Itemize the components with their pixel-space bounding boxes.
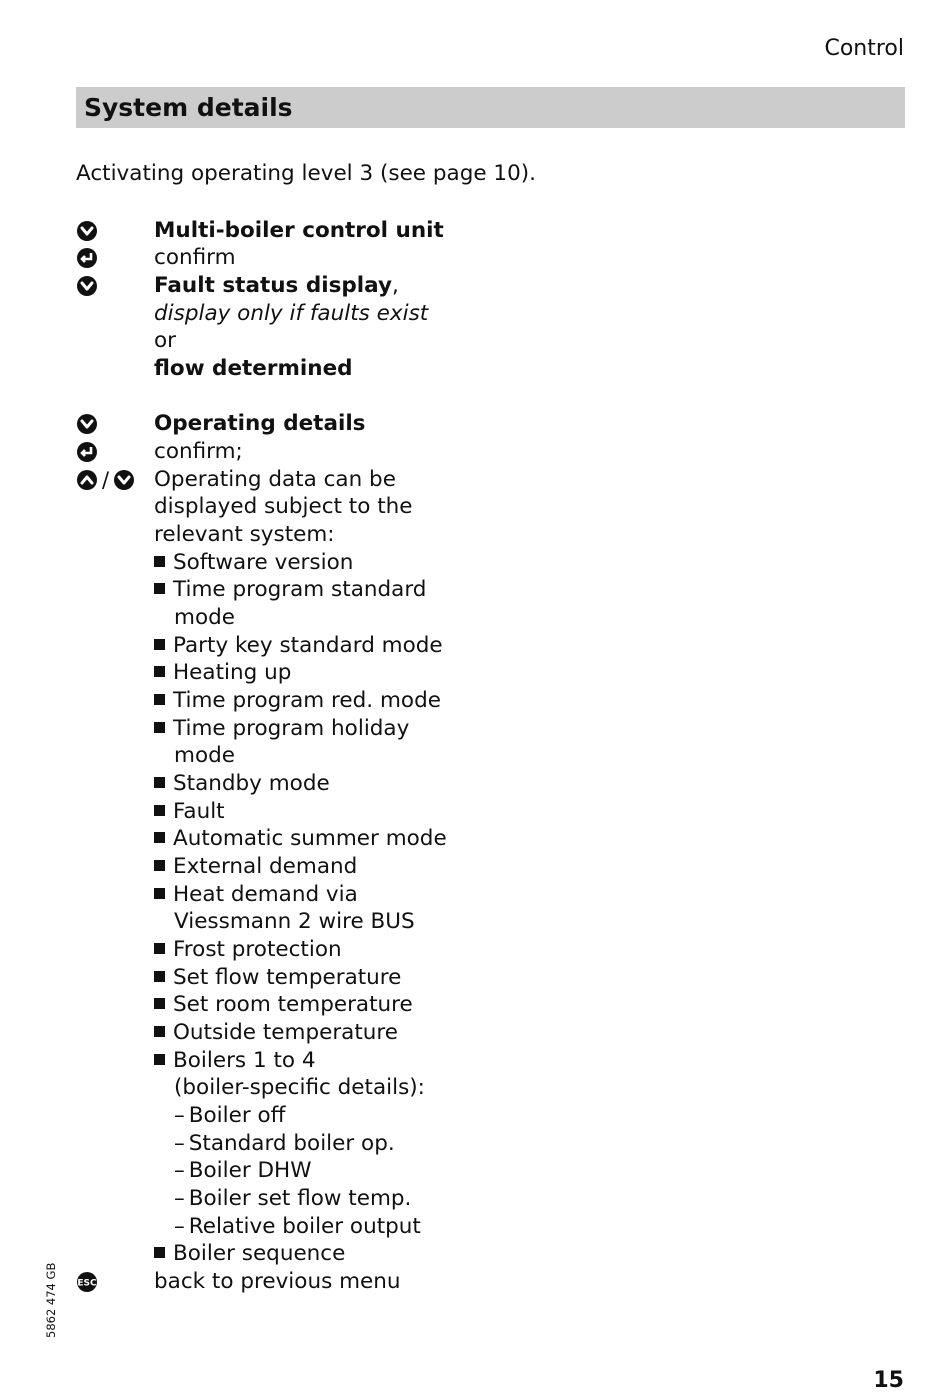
list-item: Set room temperature (154, 991, 413, 1019)
list-item-continuation: mode (174, 743, 235, 768)
list-item: Automatic summer mode (154, 825, 447, 853)
list-item-continuation: (boiler-specific details): (174, 1075, 425, 1100)
list-item: Time program standard (154, 576, 426, 604)
instruction-row (0, 244, 950, 272)
fault-display-note: display only if faults exist (154, 301, 429, 326)
step-confirm: confirm (154, 245, 236, 270)
confirm-enter-key-icon (76, 441, 98, 463)
scroll-down-key-icon (76, 220, 98, 242)
page-title: System details (76, 87, 905, 128)
esc-key-label: ESC (77, 1278, 97, 1289)
list-item: Boilers 1 to 4 (154, 1047, 316, 1075)
list-item: Boiler sequence (154, 1240, 345, 1268)
confirm-enter-key-icon (76, 247, 98, 269)
sub-list-item: – Boiler set flow temp. (174, 1186, 412, 1211)
sub-list-item: – Standard boiler op. (174, 1131, 395, 1156)
sub-list-item: – Boiler DHW (174, 1158, 312, 1183)
list-item: External demand (154, 853, 357, 881)
page-number: 15 (873, 1368, 904, 1393)
list-item: Outside temperature (154, 1019, 398, 1047)
intro-text: Activating operating level 3 (see page 10). (76, 161, 536, 186)
page-header-section: Control (824, 36, 904, 61)
list-item: Fault (154, 798, 225, 826)
step-confirm: confirm; (154, 439, 243, 464)
scroll-down-key-icon (76, 275, 98, 297)
list-item-continuation: Viessmann 2 wire BUS (174, 909, 415, 934)
sub-list-item: – Boiler off (174, 1103, 286, 1128)
list-item: Heat demand via (154, 881, 358, 909)
scroll-down-key-icon (76, 413, 98, 435)
slash-separator: / (102, 468, 110, 492)
list-item: Heating up (154, 659, 291, 687)
operating-data-line: displayed subject to the (154, 494, 413, 519)
operating-data-line: relevant system: (154, 522, 335, 547)
list-item-continuation: mode (174, 605, 235, 630)
list-item: Frost protection (154, 936, 342, 964)
step-fault-status-display: Fault status display (154, 273, 393, 298)
step-back-to-previous-menu: back to previous menu (154, 1269, 401, 1294)
instruction-row (0, 466, 950, 494)
document-code: 5862 474 GB (44, 1262, 58, 1338)
instruction-row (0, 1268, 950, 1296)
list-item: Party key standard mode (154, 632, 443, 660)
sub-list-item: – Relative boiler output (174, 1214, 421, 1239)
instruction-row (0, 272, 950, 300)
operating-data-line: Operating data can be (154, 467, 396, 492)
comma: , (392, 273, 399, 298)
scroll-down-key-icon (113, 469, 135, 491)
list-item: Set flow temperature (154, 964, 401, 992)
instruction-row (0, 217, 950, 245)
or-text: or (154, 328, 176, 353)
list-item: Time program holiday (154, 715, 409, 743)
list-item: Software version (154, 549, 353, 577)
step-multi-boiler-control-unit: Multi-boiler control unit (154, 218, 444, 243)
list-item: Time program red. mode (154, 687, 441, 715)
step-flow-determined: flow determined (154, 356, 353, 381)
esc-key-icon (76, 1271, 98, 1293)
scroll-up-key-icon (76, 469, 98, 491)
list-item: Standby mode (154, 770, 330, 798)
step-operating-details: Operating details (154, 411, 366, 436)
instruction-row (0, 438, 950, 466)
instruction-row (0, 410, 950, 438)
